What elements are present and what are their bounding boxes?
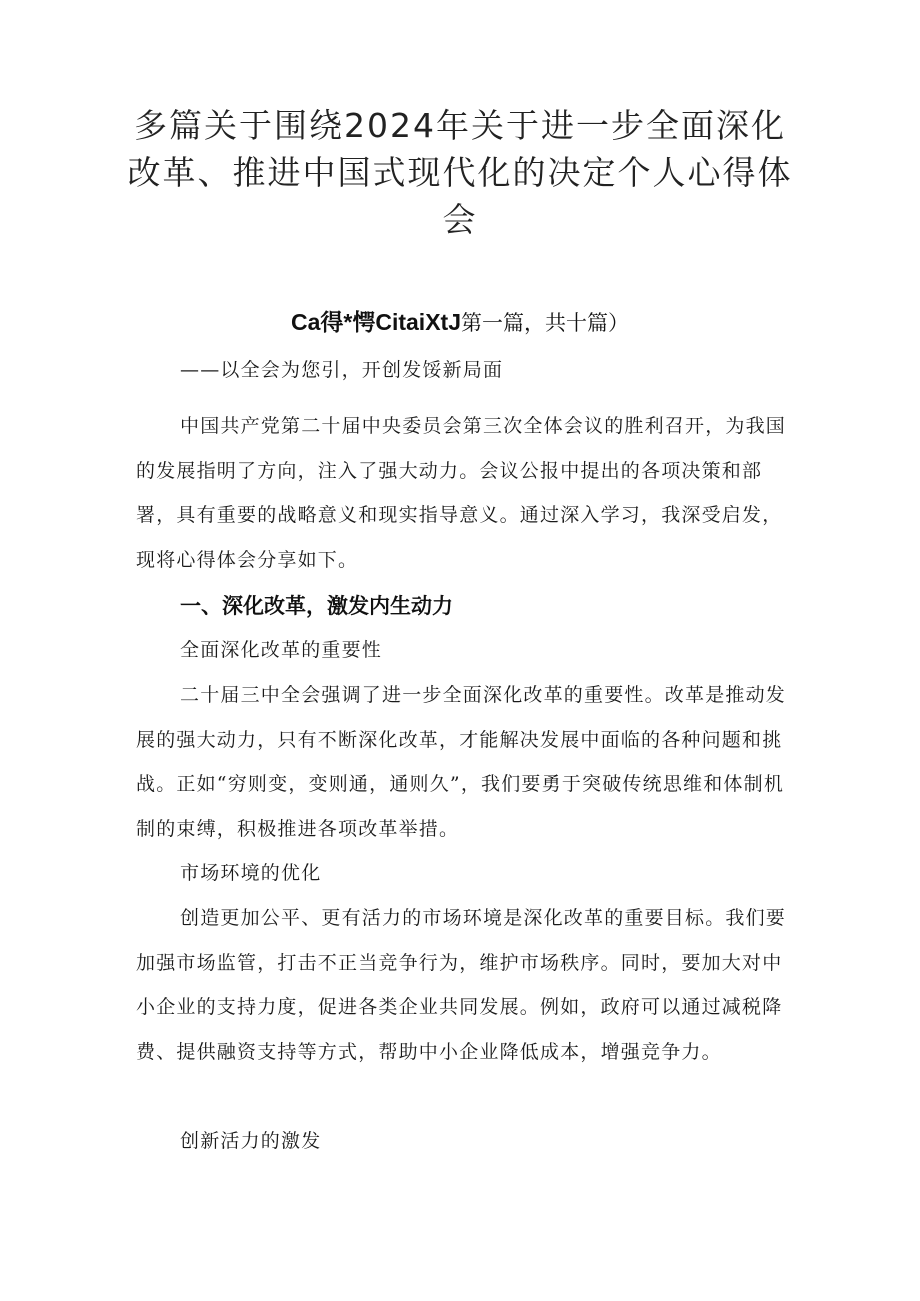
subtitle-bold-part: Ca得*愕CitaiXtJ <box>291 309 461 335</box>
document-subtitle <box>140 302 780 344</box>
subheading-market-environment: 市场环境的优化 <box>180 862 322 884</box>
section-heading-1: 一、深化改革，激发内生动力 <box>180 594 453 618</box>
subtitle-normal-part: 第一篇，共十篇） <box>460 312 629 335</box>
document-title: 多篇关于围绕2024年关于进一步全面深化改革、推进中国式现代化的决定个人心得体会 <box>127 106 793 239</box>
paragraph-market: 创造更加公平、更有活力的市场环境是深化改革的重要目标。我们要加强市场监管，打击不正当竞争行为，维护市场秩序。同时，要加大对中小企业的支持力度，促进各类企业共同发展。例如，政府可以通过减税降费、提供融资支持等方式，帮助中小企业降低成本，增强竞争力。 <box>136 907 787 1063</box>
paragraph-reform: 二十届三中全会强调了进一步全面深化改革的重要性。改革是推动发展的强大动力，只有不断深化改革，才能解决发展中面临的各种问题和挑战。正如“穷则变，变则通，通则久”，我们要勇于突破传统思维和体制机制的束缚，积极推进各项改革举措。 <box>136 684 787 840</box>
paragraph-intro: 中国共产党第二十届中央委员会第三次全体会议的胜利召开，为我国的发展指明了方向，注入了强大动力。会议公报中提出的各项决策和部署，具有重要的战略意义和现实指导意义。通过深入学习，我深受启发，现将心得体会分享如下。 <box>136 415 787 571</box>
subheading-innovation: 创新活力的激发 <box>180 1130 322 1152</box>
lead-line: ——以全会为您引，开创发馁新局面 <box>180 359 504 381</box>
subheading-reform-importance: 全面深化改革的重要性 <box>180 639 383 661</box>
